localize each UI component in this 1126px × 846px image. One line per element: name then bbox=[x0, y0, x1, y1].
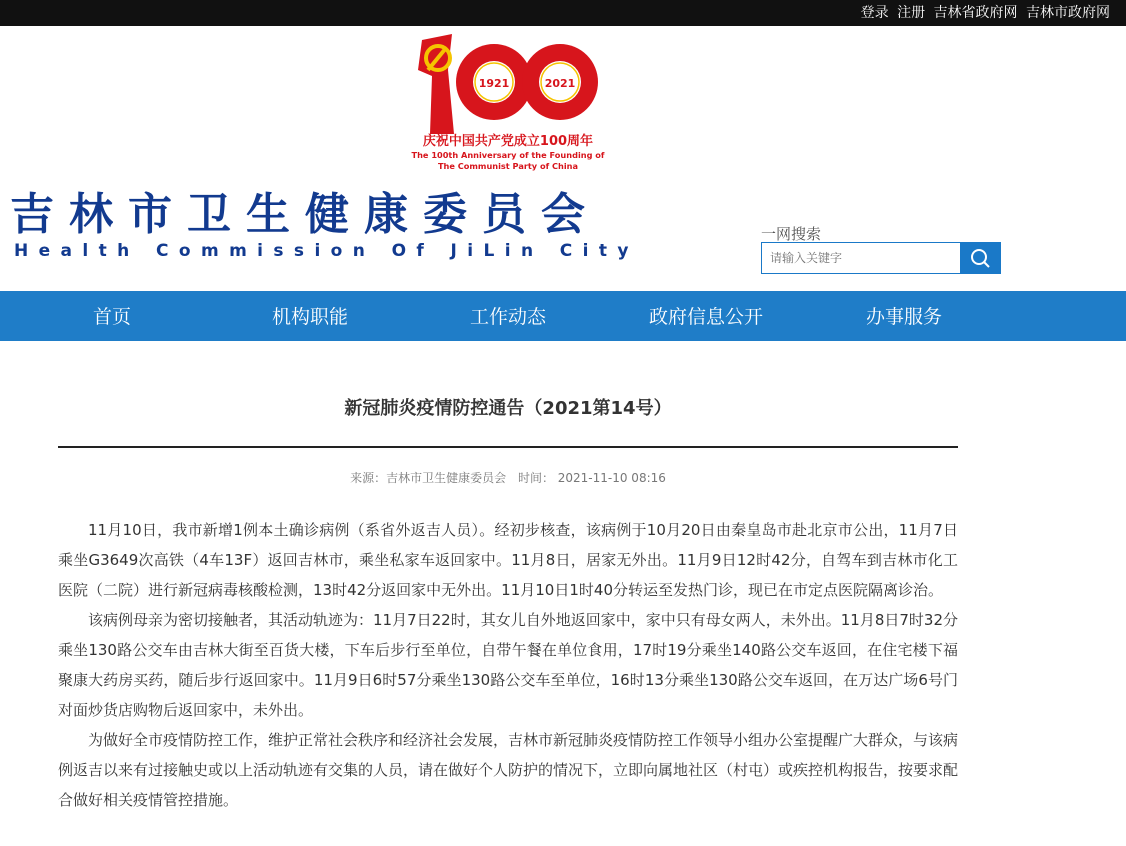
nav-work-news[interactable]: 工作动态 bbox=[469, 306, 546, 328]
nav-home[interactable]: 首页 bbox=[92, 306, 131, 328]
article-title: 新冠肺炎疫情防控通告（2021第14号） bbox=[344, 398, 672, 419]
anniversary-en-1: The 100th Anniversary of the Founding of bbox=[411, 150, 605, 160]
register-link[interactable]: 注册 bbox=[897, 5, 926, 21]
site-title-en: Health Commission Of JiLin City bbox=[14, 241, 639, 261]
centenary-logo bbox=[408, 30, 608, 172]
search-button[interactable] bbox=[960, 243, 1000, 273]
jilin-city-gov-link[interactable]: 吉林市政府网 bbox=[1026, 5, 1110, 21]
anniversary-cn: 庆祝中国共产党成立100周年 bbox=[422, 134, 594, 149]
title-divider bbox=[58, 446, 958, 448]
article-meta bbox=[58, 469, 958, 486]
anniversary-en-2: The Communist Party of China bbox=[437, 161, 579, 171]
site-title: 吉林市卫生健康委员会 bbox=[10, 189, 600, 240]
top-bar bbox=[0, 0, 1126, 26]
nav-services[interactable]: 办事服务 bbox=[865, 306, 942, 328]
year-2021: 2021 bbox=[544, 77, 576, 90]
nav-institution-functions[interactable]: 机构职能 bbox=[271, 306, 348, 328]
year-1921: 1921 bbox=[478, 77, 510, 90]
nav-gov-info-disclosure[interactable]: 政府信息公开 bbox=[648, 306, 763, 328]
search-label: 一网搜索 bbox=[761, 225, 822, 243]
article-paragraph: 为做好全市疫情防控工作，维护正常社会秩序和经济社会发展，吉林市新冠肺炎疫情防控工作领导小组办公室提醒广大群众，与该病例返吉以来有过接触史或以上活动轨迹有交集的人员，请在做好个人防护的情况下，立即向属地社区（村屯）或疾控机构报告，按要求配合做好相关疫情管控措施。 bbox=[58, 731, 959, 809]
article-source: 来源：吉林市卫生健康委员会 bbox=[350, 471, 507, 485]
article-paragraph: 该病例母亲为密切接触者，其活动轨迹为：11月7日22时，其女儿自外地返回家中，家中只有母女两人，未外出。11月8日7时32分乘坐130路公交车由吉林大街至百货大楼，下车后步行至单位，自带午餐在单位食用，17时19分乘坐140路公交车返回，在住宅楼下福聚康大药房买药，随后步行返回家中。11月9日6时57分乘坐130路公交车至单位，16时13分乘坐130路公交车返回，在万达广场6号门对面炒货店购物后返回家中，未外出。 bbox=[58, 611, 958, 719]
search-icon bbox=[970, 248, 990, 268]
jilin-province-gov-link[interactable]: 吉林省政府网 bbox=[933, 5, 1018, 21]
main-nav bbox=[0, 291, 1126, 341]
top-links bbox=[857, 2, 1110, 22]
article-time: 时间： 2021-11-10 08:16 bbox=[517, 471, 666, 485]
login-link[interactable]: 登录 bbox=[860, 5, 889, 21]
article-body bbox=[58, 515, 958, 815]
search-input[interactable] bbox=[762, 243, 962, 273]
search-box bbox=[761, 242, 1001, 274]
article-paragraph: 11月10日，我市新增1例本土确诊病例（系省外返吉人员）。经初步核查，该病例于10月20日由秦皇岛市赴北京市公出，11月7日乘坐G3649次高铁（4车13F）返回吉林市，乘坐私家车返回家中。11月8日，居家无外出。11月9日12时42分，自驾车到吉林市化工医院（二院）进行新冠病毒核酸检测，13时42分返回家中无外出。11月10日1时40分转运至发热门诊，现已在市定点医院隔离诊治。 bbox=[58, 521, 958, 599]
